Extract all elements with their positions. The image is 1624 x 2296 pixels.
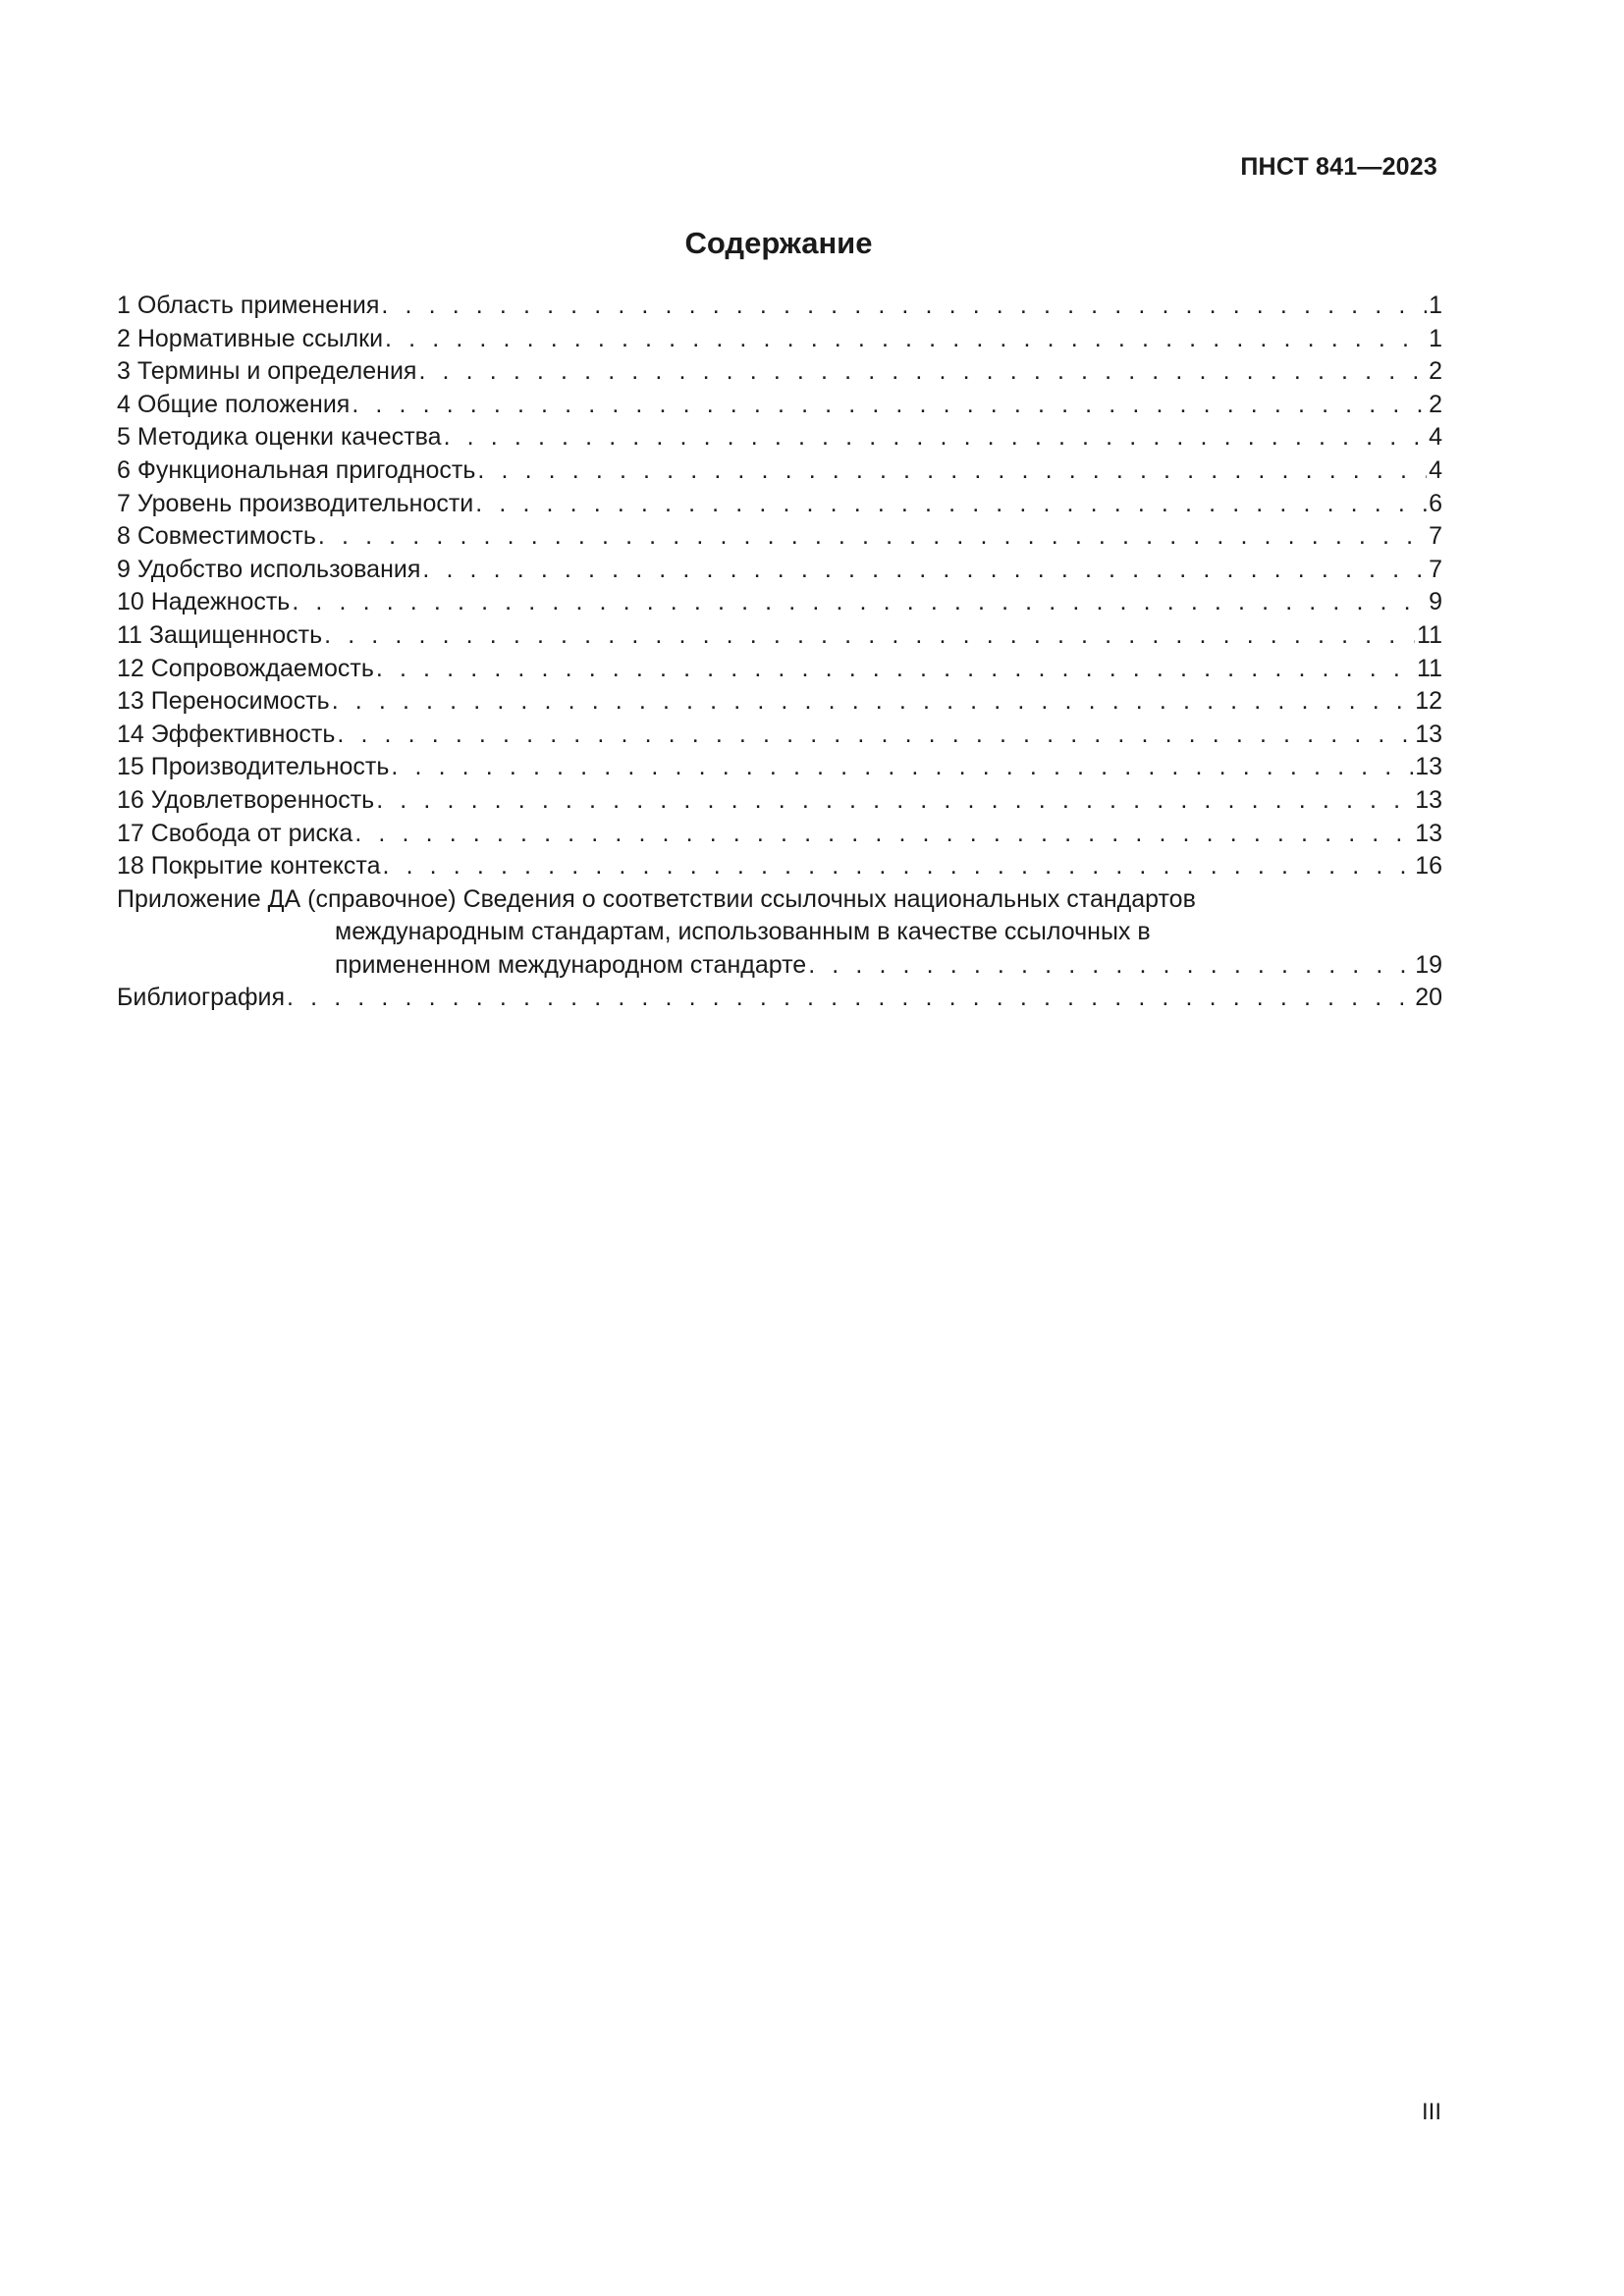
toc-entry-label: 7 Уровень производительности (117, 489, 474, 517)
toc-entry-label: 3 Термины и определения (117, 357, 417, 386)
toc-entry-page: 6 (1429, 489, 1442, 517)
toc-entry-label: Библиография (117, 984, 286, 1012)
toc-entry-page: 9 (1429, 588, 1442, 616)
toc-entry-page: 11 (1417, 620, 1442, 649)
toc-entry[interactable] (117, 389, 1442, 422)
dot-leader (475, 488, 1427, 521)
toc-entry-page: 20 (1415, 984, 1442, 1012)
toc-entry-page: 13 (1415, 819, 1442, 847)
toc-entry-label: 13 Переносимость (117, 687, 330, 716)
toc-entry-page: 13 (1415, 720, 1442, 748)
toc-entry-label: 1 Область применения (117, 292, 380, 319)
toc-entry[interactable] (117, 554, 1442, 587)
appendix-title-line-3 (117, 949, 1442, 983)
dot-leader (352, 389, 1427, 422)
toc-entry[interactable] (117, 653, 1442, 686)
dot-leader (444, 421, 1428, 454)
toc-entry[interactable] (117, 685, 1442, 719)
dot-leader (391, 751, 1413, 784)
toc-entry[interactable] (117, 619, 1442, 653)
toc-entry-page: 2 (1429, 390, 1442, 418)
dot-leader (292, 586, 1427, 619)
toc-entry-label: 6 Функциональная пригодность (117, 455, 476, 484)
document-code: ПНСТ 841—2023 (1240, 153, 1437, 181)
toc-entry-page: 19 (1415, 950, 1442, 979)
toc-entry-label: 12 Сопровождаемость (117, 654, 374, 682)
toc-entry[interactable] (117, 850, 1442, 883)
dot-leader (337, 719, 1413, 752)
toc-entry[interactable] (117, 454, 1442, 488)
toc-entry-label: примененном международном стандарте (335, 950, 807, 979)
dot-leader (376, 784, 1413, 818)
dot-leader (324, 619, 1415, 653)
toc-entry[interactable] (117, 323, 1442, 356)
dot-leader (376, 653, 1415, 686)
dot-leader (477, 454, 1427, 488)
dot-leader (354, 818, 1413, 851)
toc-entry[interactable] (117, 488, 1442, 521)
toc-entry-page: 12 (1415, 687, 1442, 716)
dot-leader (385, 323, 1427, 356)
dot-leader (318, 520, 1427, 554)
toc-entry-page: 2 (1429, 357, 1442, 386)
dot-leader (418, 355, 1427, 389)
toc-entry-page: 11 (1417, 654, 1442, 682)
toc-entry-page: 7 (1429, 555, 1442, 583)
toc-entry-appendix[interactable] (117, 883, 1442, 983)
toc-title: Содержание (684, 226, 873, 260)
toc-entry-label: 5 Методика оценки качества (117, 423, 442, 452)
toc-entry-label: 14 Эффективность (117, 720, 336, 748)
toc-entry-label: 9 Удобство использования (117, 555, 421, 583)
dot-leader (422, 554, 1427, 587)
toc-entry-page: 7 (1429, 522, 1442, 551)
toc-entry-page: 13 (1415, 785, 1442, 814)
toc-entry[interactable] (117, 586, 1442, 619)
toc-entry[interactable] (117, 818, 1442, 851)
toc-entry-label: 2 Нормативные ссылки (117, 324, 384, 352)
toc-entry-page: 1 (1429, 292, 1442, 319)
toc-entry-label: 8 Совместимость (117, 522, 316, 551)
toc-entry[interactable] (117, 520, 1442, 554)
toc-entry-label: 17 Свобода от риска (117, 819, 353, 847)
toc-entry-page: 4 (1429, 423, 1442, 452)
table-of-contents (117, 290, 1442, 1015)
toc-entry-label: 11 Защищенность (117, 620, 323, 649)
toc-entry-label: 16 Удовлетворенность (117, 785, 375, 814)
dot-leader (287, 982, 1413, 1015)
appendix-title-line-1: Приложение ДА (справочное) Сведения о соответствии ссылочных национальных стандартов (117, 884, 1196, 913)
toc-entry[interactable] (117, 355, 1442, 389)
appendix-title-line-2: международным стандартам, использованным в качестве ссылочных в (335, 918, 1151, 946)
dot-leader (381, 290, 1427, 323)
toc-entry[interactable] (117, 751, 1442, 784)
dot-leader (808, 949, 1413, 983)
toc-entry-label: 10 Надежность (117, 588, 291, 616)
toc-entry[interactable] (117, 421, 1442, 454)
toc-entry-page: 16 (1415, 852, 1442, 881)
toc-entry-page: 4 (1429, 455, 1442, 484)
page-number: III (1421, 2099, 1441, 2125)
dot-leader (332, 685, 1414, 719)
toc-entry[interactable] (117, 290, 1442, 323)
toc-entry[interactable] (117, 719, 1442, 752)
toc-entry-page: 1 (1429, 324, 1442, 352)
toc-entry-label: 15 Производительность (117, 753, 390, 781)
toc-entry[interactable] (117, 784, 1442, 818)
dot-leader (383, 850, 1414, 883)
toc-entry-bibliography[interactable] (117, 982, 1442, 1015)
toc-entry-label: 18 Покрытие контекста (117, 852, 381, 881)
toc-entry-label: 4 Общие положения (117, 390, 351, 418)
toc-entry-page: 13 (1415, 753, 1442, 781)
